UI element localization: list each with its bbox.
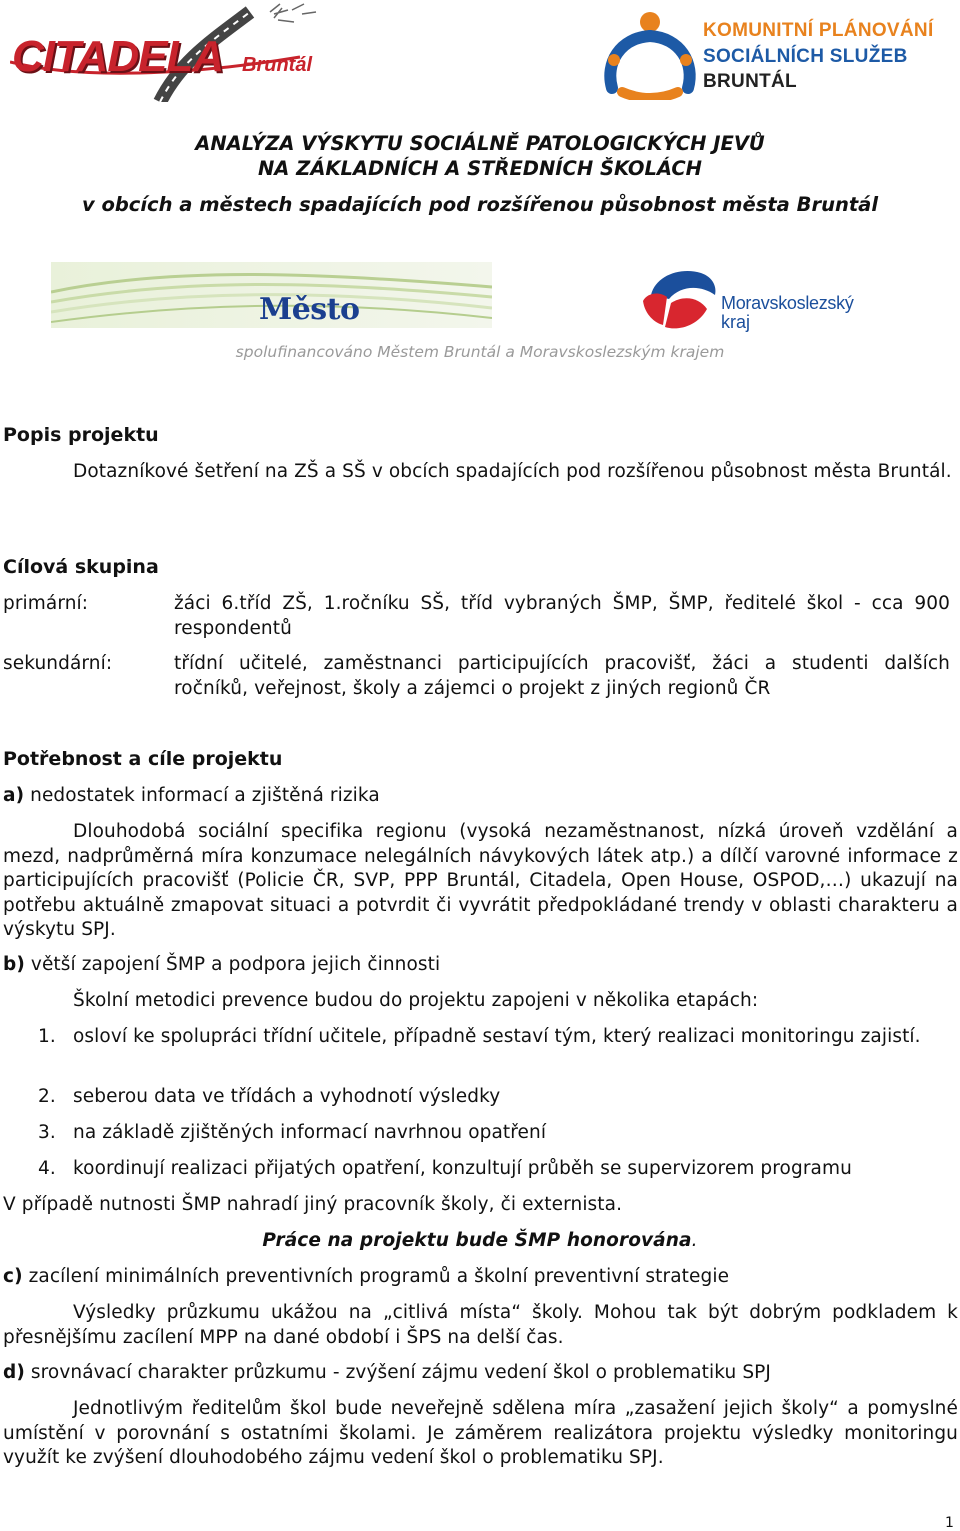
item-b-emphasis (0, 1229, 960, 1254)
secondary-text: třídní učitelé, zaměstnanci participujících pracovišť, žáci a studenti dalších ročníků, veřejnost, školy a zájemci o projekt z jiných regionů ČR (174, 653, 950, 699)
kpss-line3: BRUNTÁL (703, 71, 797, 92)
cofinancing-credit: spolufinancováno Městem Bruntál a Moravskoslezským krajem (235, 343, 725, 361)
kpss-logo (600, 8, 955, 103)
item-b-intro: Školní metodici prevence budou do projektu zapojeni v několika etapách: (73, 990, 759, 1011)
item-c-title: zacílení minimálních preventivních programů a školní preventivní strategie (28, 1266, 730, 1287)
msk-line2: kraj (721, 312, 751, 332)
citadela-wordmark: CITADELA (12, 32, 224, 81)
item-d-heading (3, 1361, 771, 1386)
mesto-bruntal-logo (51, 262, 492, 328)
kpss-line2: SOCIÁLNÍCH SLUŽEB (703, 46, 908, 67)
item-d-letter: d) (3, 1362, 25, 1383)
list-item-number: 3. (38, 1122, 56, 1143)
item-b-note: V případě nutnosti ŠMP nahradí jiný pracovník školy, či externista. (3, 1194, 623, 1215)
section-popis-heading: Popis projektu (3, 424, 159, 446)
list-item-number: 1. (38, 1026, 56, 1047)
item-d-text: Jednotlivým ředitelům škol bude neveřejně sdělena míra „zasažení jejich školy“ a pomyslné umístění v porovnání s ostatními školami. Je záměrem realizátora projektu výsledky monitoringu využít ke zvýšení dlouhodobého zájmu vedení škol o problematiku SPJ. (3, 1398, 958, 1468)
list-item-number: 4. (38, 1158, 56, 1179)
item-c-heading (3, 1265, 729, 1290)
item-a-text: Dlouhodobá sociální specifika regionu (vysoká nezaměstnanost, nízká úroveň vzdělání a mezd, nadprůměrná míra konzumace nelegálních návykových látek atp.) a dílčí varovné informace z participujících pracovišť (Policie ČR, SVP, PPP Bruntál, Citadela, Open House, OSPOD,…) ukazují na potřebu aktuálně zmapovat situaci a potvrdit či vyvrátit předpokládané trendy v oblasti charakteru a výskytu SPJ. (3, 821, 958, 940)
doc-title-line2: NA ZÁKLADNÍCH A STŘEDNÍCH ŠKOLÁCH (257, 157, 702, 180)
doc-title-line1: ANALÝZA VÝSKYTU SOCIÁLNĚ PATOLOGICKÝCH JEVŮ (195, 132, 765, 155)
msk-logo (641, 265, 871, 335)
section-potrebnost-heading: Potřebnost a cíle projektu (3, 748, 283, 770)
item-d-title: srovnávací charakter průzkumu - zvýšení zájmu vedení škol o problematiku SPJ (30, 1362, 771, 1383)
list-item-text: koordinují realizaci přijatých opatření, konzultují průběh se supervizorem programu (73, 1158, 852, 1179)
mesto-bruntal-text: Město (259, 292, 360, 327)
msk-line1: Moravskoslezský (721, 293, 854, 313)
item-a-heading (3, 784, 380, 809)
primary-label: primární: (3, 593, 89, 614)
msk-emblem-icon (641, 265, 721, 333)
citadela-city: Bruntál (242, 54, 312, 76)
honorar-dot: . (691, 1230, 698, 1251)
item-c-text: Výsledky průzkumu ukážou na „citlivá místa“ školy. Mohou tak být dobrým podkladem k přesnějšímu zacílení MPP na dané období i ŠPS na delší čas. (3, 1302, 958, 1348)
section-popis-text: Dotazníkové šetření na ZŠ a SŠ v obcích spadajících pod rozšířenou působnost města Bruntál. (73, 461, 952, 482)
list-item-text: osloví ke spolupráci třídní učitele, případně sestaví tým, který realizaci monitoringu zajistí. (73, 1026, 921, 1047)
page-number: 1 (945, 1515, 954, 1531)
list-item-number: 2. (38, 1086, 56, 1107)
item-b-heading (3, 953, 440, 978)
item-b-letter: b) (3, 954, 25, 975)
list-item-text: na základě zjištěných informací navrhnou opatření (73, 1122, 547, 1143)
people-circle-icon (600, 8, 700, 100)
honorar-note: Práce na projektu bude ŠMP honorována (262, 1230, 692, 1251)
citadela-logo (10, 2, 340, 102)
item-a-letter: a) (3, 785, 25, 806)
kpss-line1: KOMUNITNÍ PLÁNOVÁNÍ (703, 20, 934, 41)
secondary-label: sekundární: (3, 653, 113, 674)
item-b-title: větší zapojení ŠMP a podpora jejich činnosti (30, 954, 441, 975)
doc-title-line3: v obcích a městech spadajících pod rozšířenou působnost města Bruntál (81, 193, 879, 216)
item-c-letter: c) (3, 1266, 23, 1287)
item-a-title: nedostatek informací a zjištěná rizika (30, 785, 380, 806)
primary-text: žáci 6.tříd ZŠ, 1.ročníku SŠ, tříd vybraných ŠMP, ŠMP, ředitelé škol - cca 900 respondentů (174, 593, 950, 639)
list-item-text: seberou data ve třídách a vyhodnotí výsledky (73, 1086, 501, 1107)
section-cilova-heading: Cílová skupina (3, 556, 159, 578)
list-item (0, 1025, 960, 1075)
